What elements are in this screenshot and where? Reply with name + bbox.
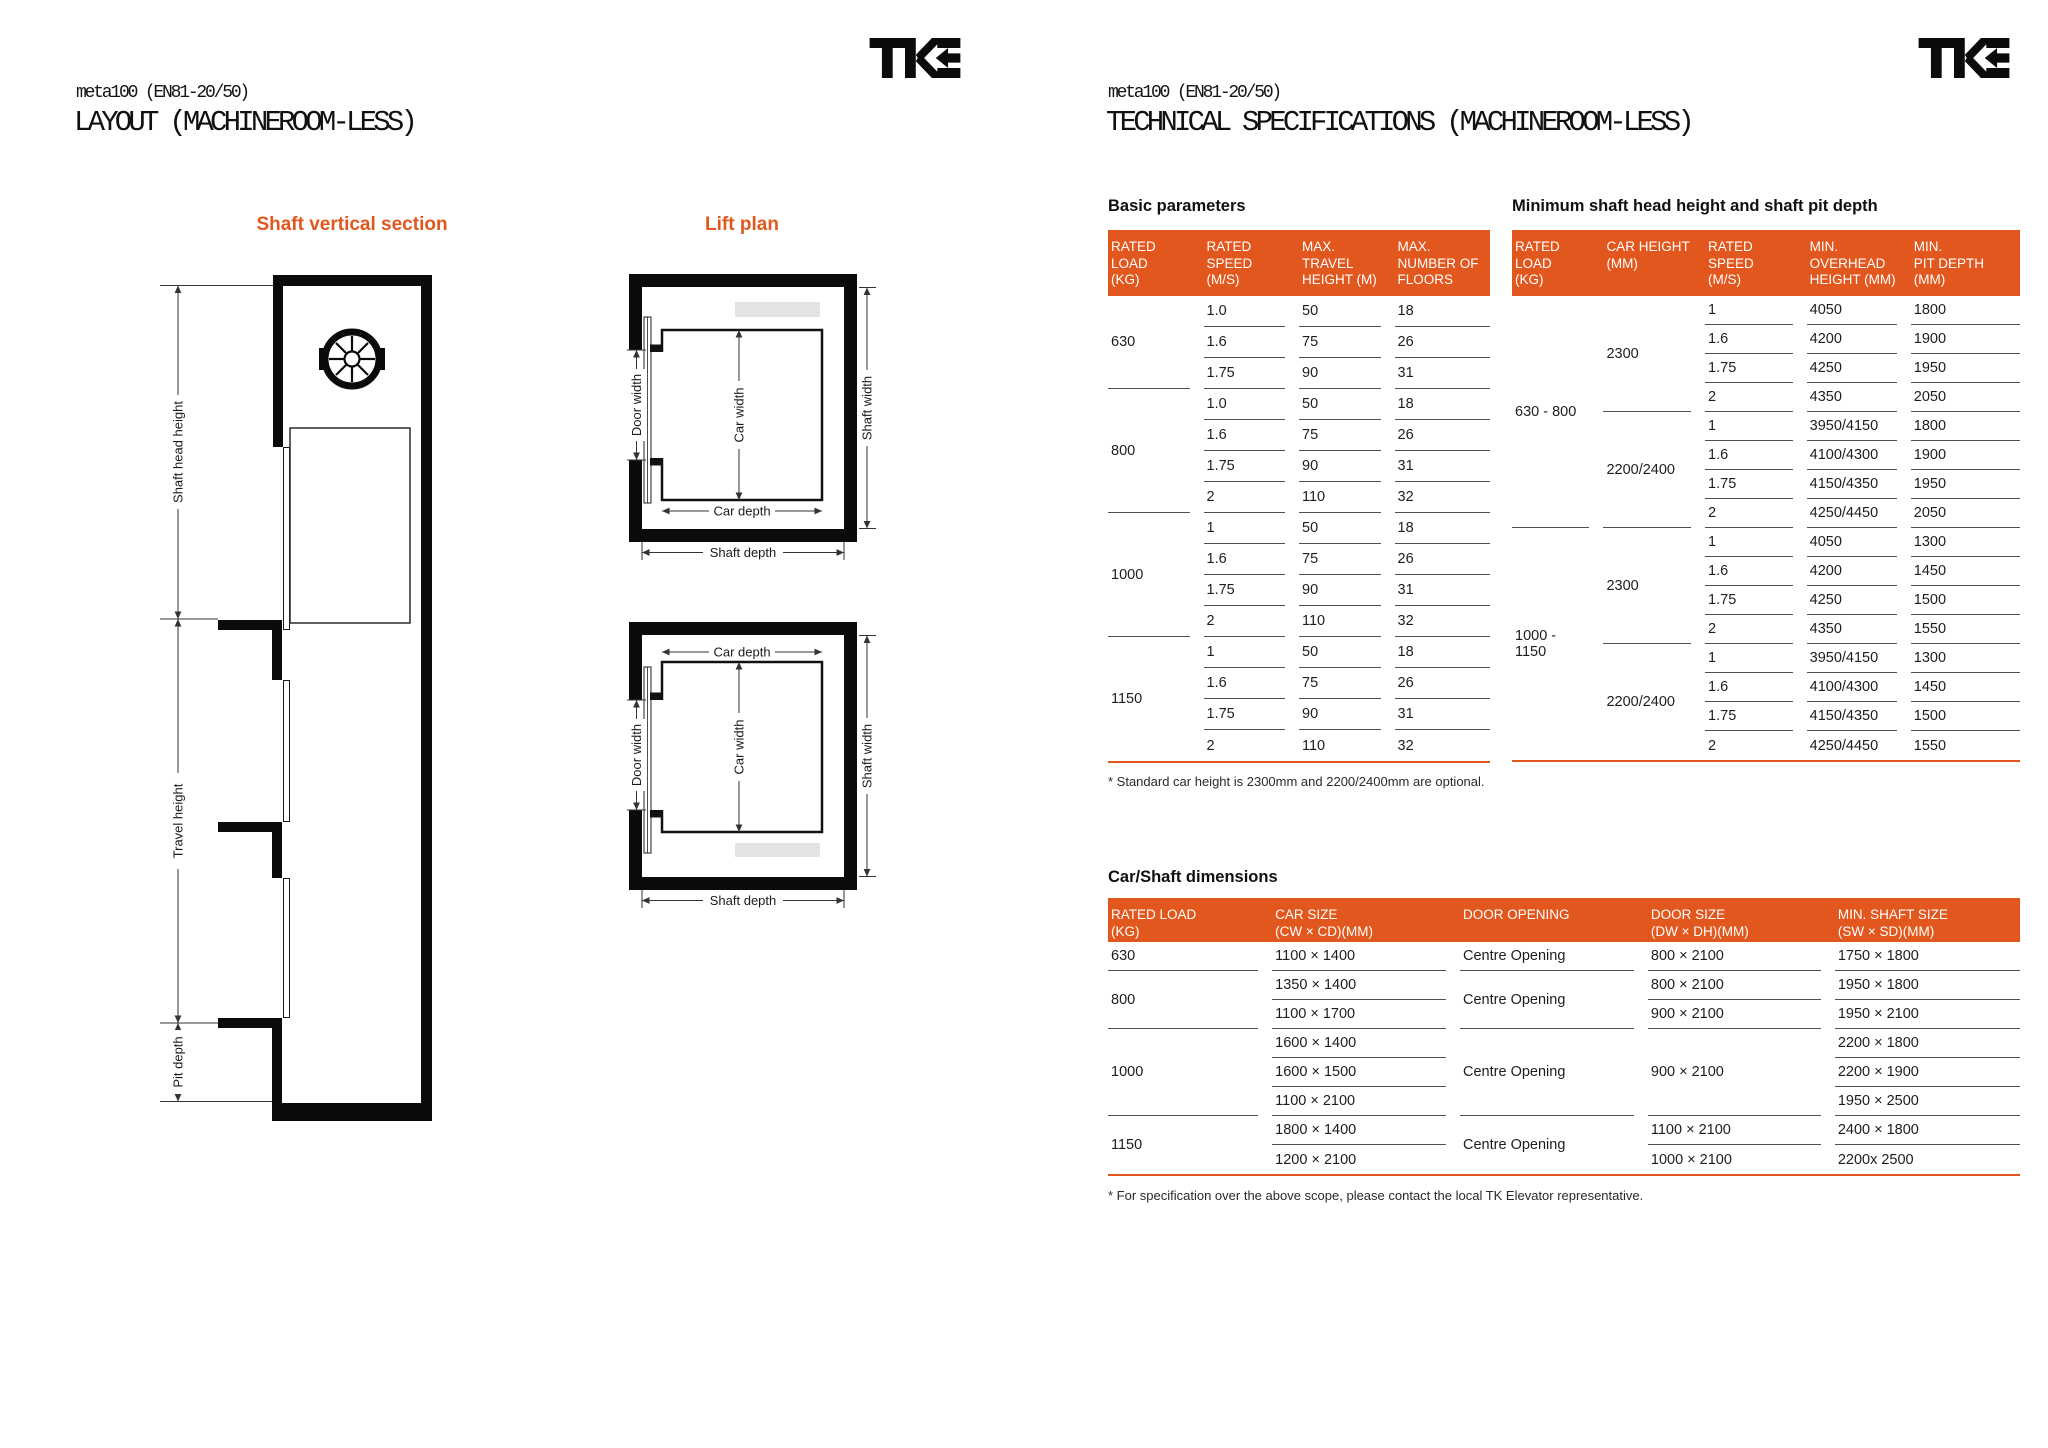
col-header-door-opening: DOOR OPENING: [1460, 898, 1648, 942]
cell-speed: 2: [1708, 737, 1717, 754]
lift-plan-diagram-1: [627, 274, 876, 561]
cell-door-size: 900 × 2100: [1648, 1029, 1821, 1116]
cell-speed: 1.75: [1204, 451, 1286, 482]
cell-travel: 50: [1299, 296, 1381, 327]
cell-travel: 110: [1299, 606, 1381, 637]
cell-load: 1000 - 1150: [1515, 628, 1557, 660]
cell-pit: 1800: [1911, 412, 2020, 441]
svg-text:Door width: Door width: [629, 373, 644, 437]
cell-travel: 75: [1299, 668, 1381, 699]
tke-logo: [1918, 38, 2010, 78]
page-title: LAYOUT (MACHINEROOM-LESS): [74, 106, 415, 139]
cell-door-size: 900 × 2100: [1648, 1000, 1821, 1029]
cell-pit: 2050: [1911, 499, 2020, 528]
cell-speed: 1.75: [1705, 586, 1793, 615]
cell-load: 630: [1108, 296, 1190, 389]
cell-speed: 1.6: [1204, 544, 1286, 575]
cell-load: 1150: [1111, 1137, 1143, 1153]
cell-travel: 75: [1299, 420, 1381, 451]
logo-letter-k-stem: [905, 38, 916, 78]
cell-floors: 26: [1395, 420, 1491, 451]
col-header-shaft-size: MIN. SHAFT SIZE (SW × SD)(MM): [1835, 898, 2020, 942]
dim-label-pit-depth: [169, 1030, 187, 1094]
cell-door-size: 1100 × 2100: [1648, 1116, 1821, 1145]
cell-car-size: 1100 × 1700: [1272, 1000, 1446, 1029]
plan2-dim-label-shaft-width: [859, 718, 875, 794]
cell-car-height: 2300: [1603, 296, 1691, 412]
cell-pit: 1300: [1911, 644, 2020, 673]
cell-floors: 31: [1395, 358, 1491, 389]
logo-letter-e-top: [1986, 38, 2009, 48]
cell-travel: 90: [1299, 575, 1381, 606]
svg-text:Travel height: Travel height: [170, 783, 186, 859]
cell-speed: 1.6: [1204, 668, 1286, 699]
cell-floors: 31: [1395, 699, 1491, 730]
dim-label-travel-height: [169, 773, 187, 869]
logo-letter-k-stem: [1954, 38, 1965, 78]
cell-travel: 110: [1299, 482, 1381, 513]
cell-door-size: 800 × 2100: [1648, 942, 1821, 971]
cell-speed: 2: [1705, 615, 1793, 644]
cell-pit: 1500: [1911, 702, 2020, 731]
cell-floors: 18: [1395, 296, 1491, 327]
cell-load: 800: [1108, 971, 1258, 1029]
cell-pit: 1500: [1911, 586, 2020, 615]
cell-travel: 50: [1299, 513, 1381, 544]
plan2-car-door-jamb-top: [650, 693, 663, 701]
cell-pit: 1900: [1911, 325, 2020, 354]
cell-pit: 1950: [1911, 470, 2020, 499]
logo-letter-e-bottom: [1986, 68, 2009, 78]
cell-overhead: 4050: [1807, 296, 1897, 325]
plan2-dim-label-car-width: [731, 713, 747, 781]
cell-travel: 50: [1299, 637, 1381, 668]
cell-car-size: 1350 × 1400: [1272, 971, 1446, 1000]
cell-speed: 1: [1705, 528, 1793, 557]
cell-load: 800: [1108, 389, 1190, 513]
cell-overhead: 4350: [1807, 615, 1897, 644]
col-header-rated-speed: RATED SPEED (M/S): [1705, 230, 1807, 296]
footnote-basic: * Standard car height is 2300mm and 2200/2400mm are optional.: [1108, 774, 1485, 789]
diagram-title-lift-plan: Lift plan: [705, 214, 779, 235]
cell-floors: 32: [1395, 482, 1491, 513]
cell-speed: 1.75: [1204, 699, 1286, 730]
cell-travel: 75: [1299, 327, 1381, 358]
cell-speed: 1.75: [1705, 702, 1793, 731]
cell-pit: 1450: [1911, 673, 2020, 702]
cell-floors: 26: [1395, 327, 1491, 358]
cell-speed: 1.75: [1705, 470, 1793, 499]
logo-letter-t: [1919, 38, 1954, 78]
svg-text:Shaft depth: Shaft depth: [709, 893, 777, 908]
cell-overhead: 3950/4150: [1807, 412, 1897, 441]
svg-text:Car depth: Car depth: [713, 644, 771, 660]
cell-speed: 2: [1204, 482, 1286, 513]
col-header-car-size: CAR SIZE (CW × CD)(MM): [1272, 898, 1460, 942]
cell-overhead: 4100/4300: [1807, 673, 1897, 702]
cell-speed: 1.0: [1204, 296, 1286, 327]
col-header-floors: MAX. NUMBER OF FLOORS: [1395, 230, 1491, 296]
plan1-car-door-jamb-bottom: [650, 458, 663, 466]
cell-speed: 1.6: [1705, 325, 1793, 354]
cell-shaft-size: 1950 × 2100: [1835, 1000, 2020, 1029]
basic-parameters-table: [1108, 230, 1490, 763]
cell-floors: 26: [1395, 544, 1491, 575]
svg-text:Shaft head height: Shaft head height: [170, 401, 186, 503]
cell-overhead: 4200: [1807, 325, 1897, 354]
col-header-overhead: MIN. OVERHEAD HEIGHT (MM): [1807, 230, 1911, 296]
col-header-travel-height: MAX. TRAVEL HEIGHT (M): [1299, 230, 1395, 296]
plan1-dim-label-car-width: [731, 381, 747, 449]
col-header-car-height: CAR HEIGHT (MM): [1603, 230, 1705, 296]
cell-speed: 1.6: [1204, 420, 1286, 451]
plan1-car-door-jamb-top: [650, 345, 663, 353]
svg-text:Shaft depth: Shaft depth: [709, 545, 777, 560]
cell-shaft-size: 2200 × 1900: [1835, 1058, 2020, 1087]
cell-floors: 31: [1395, 451, 1491, 482]
cell-travel: 50: [1299, 389, 1381, 420]
cell-shaft-size: 1950 × 2500: [1835, 1087, 2020, 1116]
plan2-dim-label-shaft-depth: [703, 893, 783, 909]
cell-speed: 1.75: [1705, 354, 1793, 383]
cell-door-size: 800 × 2100: [1648, 971, 1821, 1000]
svg-text:Shaft width: Shaft width: [859, 375, 875, 441]
logo-letter-e-top: [937, 38, 960, 48]
cell-opening: Centre Opening: [1460, 971, 1634, 1029]
col-header-door-size: DOOR SIZE (DW × DH)(MM): [1648, 898, 1835, 942]
cell-speed: 1: [1705, 412, 1793, 441]
plan1-dim-label-shaft-depth: [703, 545, 783, 561]
plan1-door-sill: [644, 317, 651, 503]
cell-car-height: 2300: [1603, 528, 1691, 644]
cell-car-height: 2200/2400: [1603, 412, 1691, 528]
cell-overhead: 4350: [1807, 383, 1897, 412]
cell-pit: 1300: [1911, 528, 2020, 557]
cell-floors: 18: [1395, 513, 1491, 544]
col-header-rated-speed: RATED SPEED (M/S): [1204, 230, 1300, 296]
section-title-car-shaft: Car/Shaft dimensions: [1108, 868, 1278, 886]
cell-opening: Centre Opening: [1460, 942, 1634, 971]
plan1-dimension-lines: [627, 288, 876, 561]
cell-overhead: 4100/4300: [1807, 441, 1897, 470]
cell-floors: 18: [1395, 389, 1491, 420]
specifications-page: [1024, 0, 2048, 1448]
cell-speed: 2: [1206, 737, 1215, 754]
cell-overhead: 4250: [1807, 354, 1897, 383]
cell-shaft-size: 2200x 2500: [1837, 1151, 1914, 1168]
cell-floors: 32: [1395, 606, 1491, 637]
cell-overhead: 4250: [1807, 586, 1897, 615]
plan1-dim-label-door-width: [629, 369, 645, 441]
cell-floors: 31: [1395, 575, 1491, 606]
plan2-dim-label-door-width: [629, 719, 645, 791]
cell-car-size: 1200 × 2100: [1275, 1151, 1357, 1168]
svg-text:Pit depth: Pit depth: [170, 1036, 186, 1088]
cell-pit: 1950: [1911, 354, 2020, 383]
col-header-rated-load: RATED LOAD (KG): [1108, 898, 1272, 942]
cell-load: 1150: [1111, 691, 1143, 707]
cell-speed: 2: [1705, 383, 1793, 412]
page-subtitle: meta100 (EN81-20/50): [1108, 83, 1281, 103]
logo-letter-e-bottom: [937, 68, 960, 78]
svg-text:Door width: Door width: [629, 723, 644, 787]
cell-pit: 1450: [1911, 557, 2020, 586]
plan2-dim-label-car-depth: [709, 644, 775, 660]
tke-logo: [869, 38, 961, 78]
cell-load: 630 - 800: [1512, 296, 1589, 528]
cell-shaft-size: 1950 × 1800: [1835, 971, 2020, 1000]
logo-arrow-left-icon: [1985, 48, 2010, 68]
cell-car-size: 1800 × 1400: [1272, 1116, 1446, 1145]
cell-car-size: 1100 × 2100: [1272, 1087, 1446, 1116]
cell-opening: Centre Opening: [1463, 1137, 1566, 1153]
section-title-shaft: Minimum shaft head height and shaft pit depth: [1512, 197, 1878, 215]
cell-load: 1000: [1108, 513, 1190, 637]
cell-pit: 1800: [1911, 296, 2020, 325]
cell-car-size: 1100 × 1400: [1272, 942, 1446, 971]
plan2-dimension-lines: [627, 636, 876, 909]
cell-speed: 1.75: [1204, 358, 1286, 389]
plan2-door-sill: [644, 667, 651, 853]
cell-speed: 1: [1705, 296, 1793, 325]
cell-opening: Centre Opening: [1460, 1029, 1634, 1116]
cell-pit: 1550: [1911, 615, 2020, 644]
cell-shaft-size: 2200 × 1800: [1835, 1029, 2020, 1058]
cell-overhead: 3950/4150: [1807, 644, 1897, 673]
cell-car-size: 1600 × 1500: [1272, 1058, 1446, 1087]
cell-overhead: 4050: [1807, 528, 1897, 557]
plan1-dim-label-shaft-width: [859, 370, 875, 446]
cell-shaft-size: 2400 × 1800: [1835, 1116, 2020, 1145]
landing-door-rails: [284, 448, 290, 1018]
cell-travel: 90: [1299, 358, 1381, 389]
machine-cabinet: [290, 428, 410, 623]
svg-text:Car depth: Car depth: [713, 503, 771, 519]
plan1-dim-label-car-depth: [709, 503, 775, 519]
cell-travel: 75: [1299, 544, 1381, 575]
cell-overhead: 4250/4450: [1807, 499, 1897, 528]
shaft-walls: [218, 275, 432, 1121]
cell-pit: 1900: [1911, 441, 2020, 470]
plan2-counterweight: [735, 843, 820, 857]
cell-pit: 1550: [1913, 737, 1947, 754]
plan2-car-door-jamb-bottom: [650, 810, 663, 818]
col-header-pit-depth: MIN. PIT DEPTH (MM): [1911, 230, 2020, 296]
cell-overhead: 4150/4350: [1807, 702, 1897, 731]
footnote-car-shaft: * For specification over the above scope, please contact the local TK Elevator representative.: [1108, 1188, 1644, 1203]
svg-text:Car width: Car width: [731, 719, 747, 775]
cell-overhead: 4150/4350: [1807, 470, 1897, 499]
cell-floors: 18: [1395, 637, 1491, 668]
cell-speed: 1.6: [1705, 673, 1793, 702]
dim-label-shaft-head-height: [169, 395, 187, 509]
cell-overhead: 4200: [1807, 557, 1897, 586]
cell-speed: 1: [1705, 644, 1793, 673]
logo-arrow-left-icon: [936, 48, 961, 68]
cell-speed: 2: [1705, 499, 1793, 528]
cell-travel: 90: [1299, 699, 1381, 730]
page-subtitle: meta100 (EN81-20/50): [76, 83, 249, 103]
cell-speed: 2: [1204, 606, 1286, 637]
lift-plan-diagram-2: [627, 622, 876, 909]
cell-load: 1000: [1108, 1029, 1258, 1116]
section-title-basic-parameters: Basic parameters: [1108, 197, 1246, 215]
cell-door-size: 1000 × 2100: [1650, 1151, 1732, 1168]
cell-floors: 32: [1397, 737, 1414, 754]
plan1-counterweight: [735, 302, 820, 317]
cell-floors: 26: [1395, 668, 1491, 699]
cell-travel: 110: [1302, 737, 1326, 754]
svg-text:Shaft width: Shaft width: [859, 723, 875, 789]
cell-shaft-size: 1750 × 1800: [1835, 942, 2020, 971]
cell-speed: 1: [1204, 637, 1286, 668]
page-title: TECHNICAL SPECIFICATIONS (MACHINEROOM-LESS): [1106, 106, 1691, 139]
diagram-title-vertical-section: Shaft vertical section: [256, 214, 448, 235]
car-shaft-dimensions-table: [1108, 898, 2020, 1176]
cell-car-height: 2200/2400: [1606, 694, 1675, 710]
cell-speed: 1.6: [1705, 557, 1793, 586]
svg-text:Car width: Car width: [731, 387, 747, 443]
cell-speed: 1.75: [1204, 575, 1286, 606]
cell-pit: 2050: [1911, 383, 2020, 412]
cell-speed: 1: [1204, 513, 1286, 544]
layout-diagrams: [100, 200, 980, 1140]
shaft-vertical-section-diagram: [160, 275, 432, 1121]
cell-load: 630: [1108, 942, 1258, 971]
cell-speed: 1.6: [1204, 327, 1286, 358]
cell-speed: 1.6: [1705, 441, 1793, 470]
col-header-rated-load: RATED LOAD (KG): [1108, 230, 1204, 296]
cell-car-size: 1600 × 1400: [1272, 1029, 1446, 1058]
cell-overhead: 4250/4450: [1809, 737, 1879, 754]
logo-letter-t: [870, 38, 905, 78]
cell-travel: 90: [1299, 451, 1381, 482]
cell-speed: 1.0: [1204, 389, 1286, 420]
shaft-head-pit-table: [1512, 230, 2020, 762]
col-header-rated-load: RATED LOAD (KG): [1512, 230, 1603, 296]
traction-sheave-icon: [319, 332, 385, 386]
